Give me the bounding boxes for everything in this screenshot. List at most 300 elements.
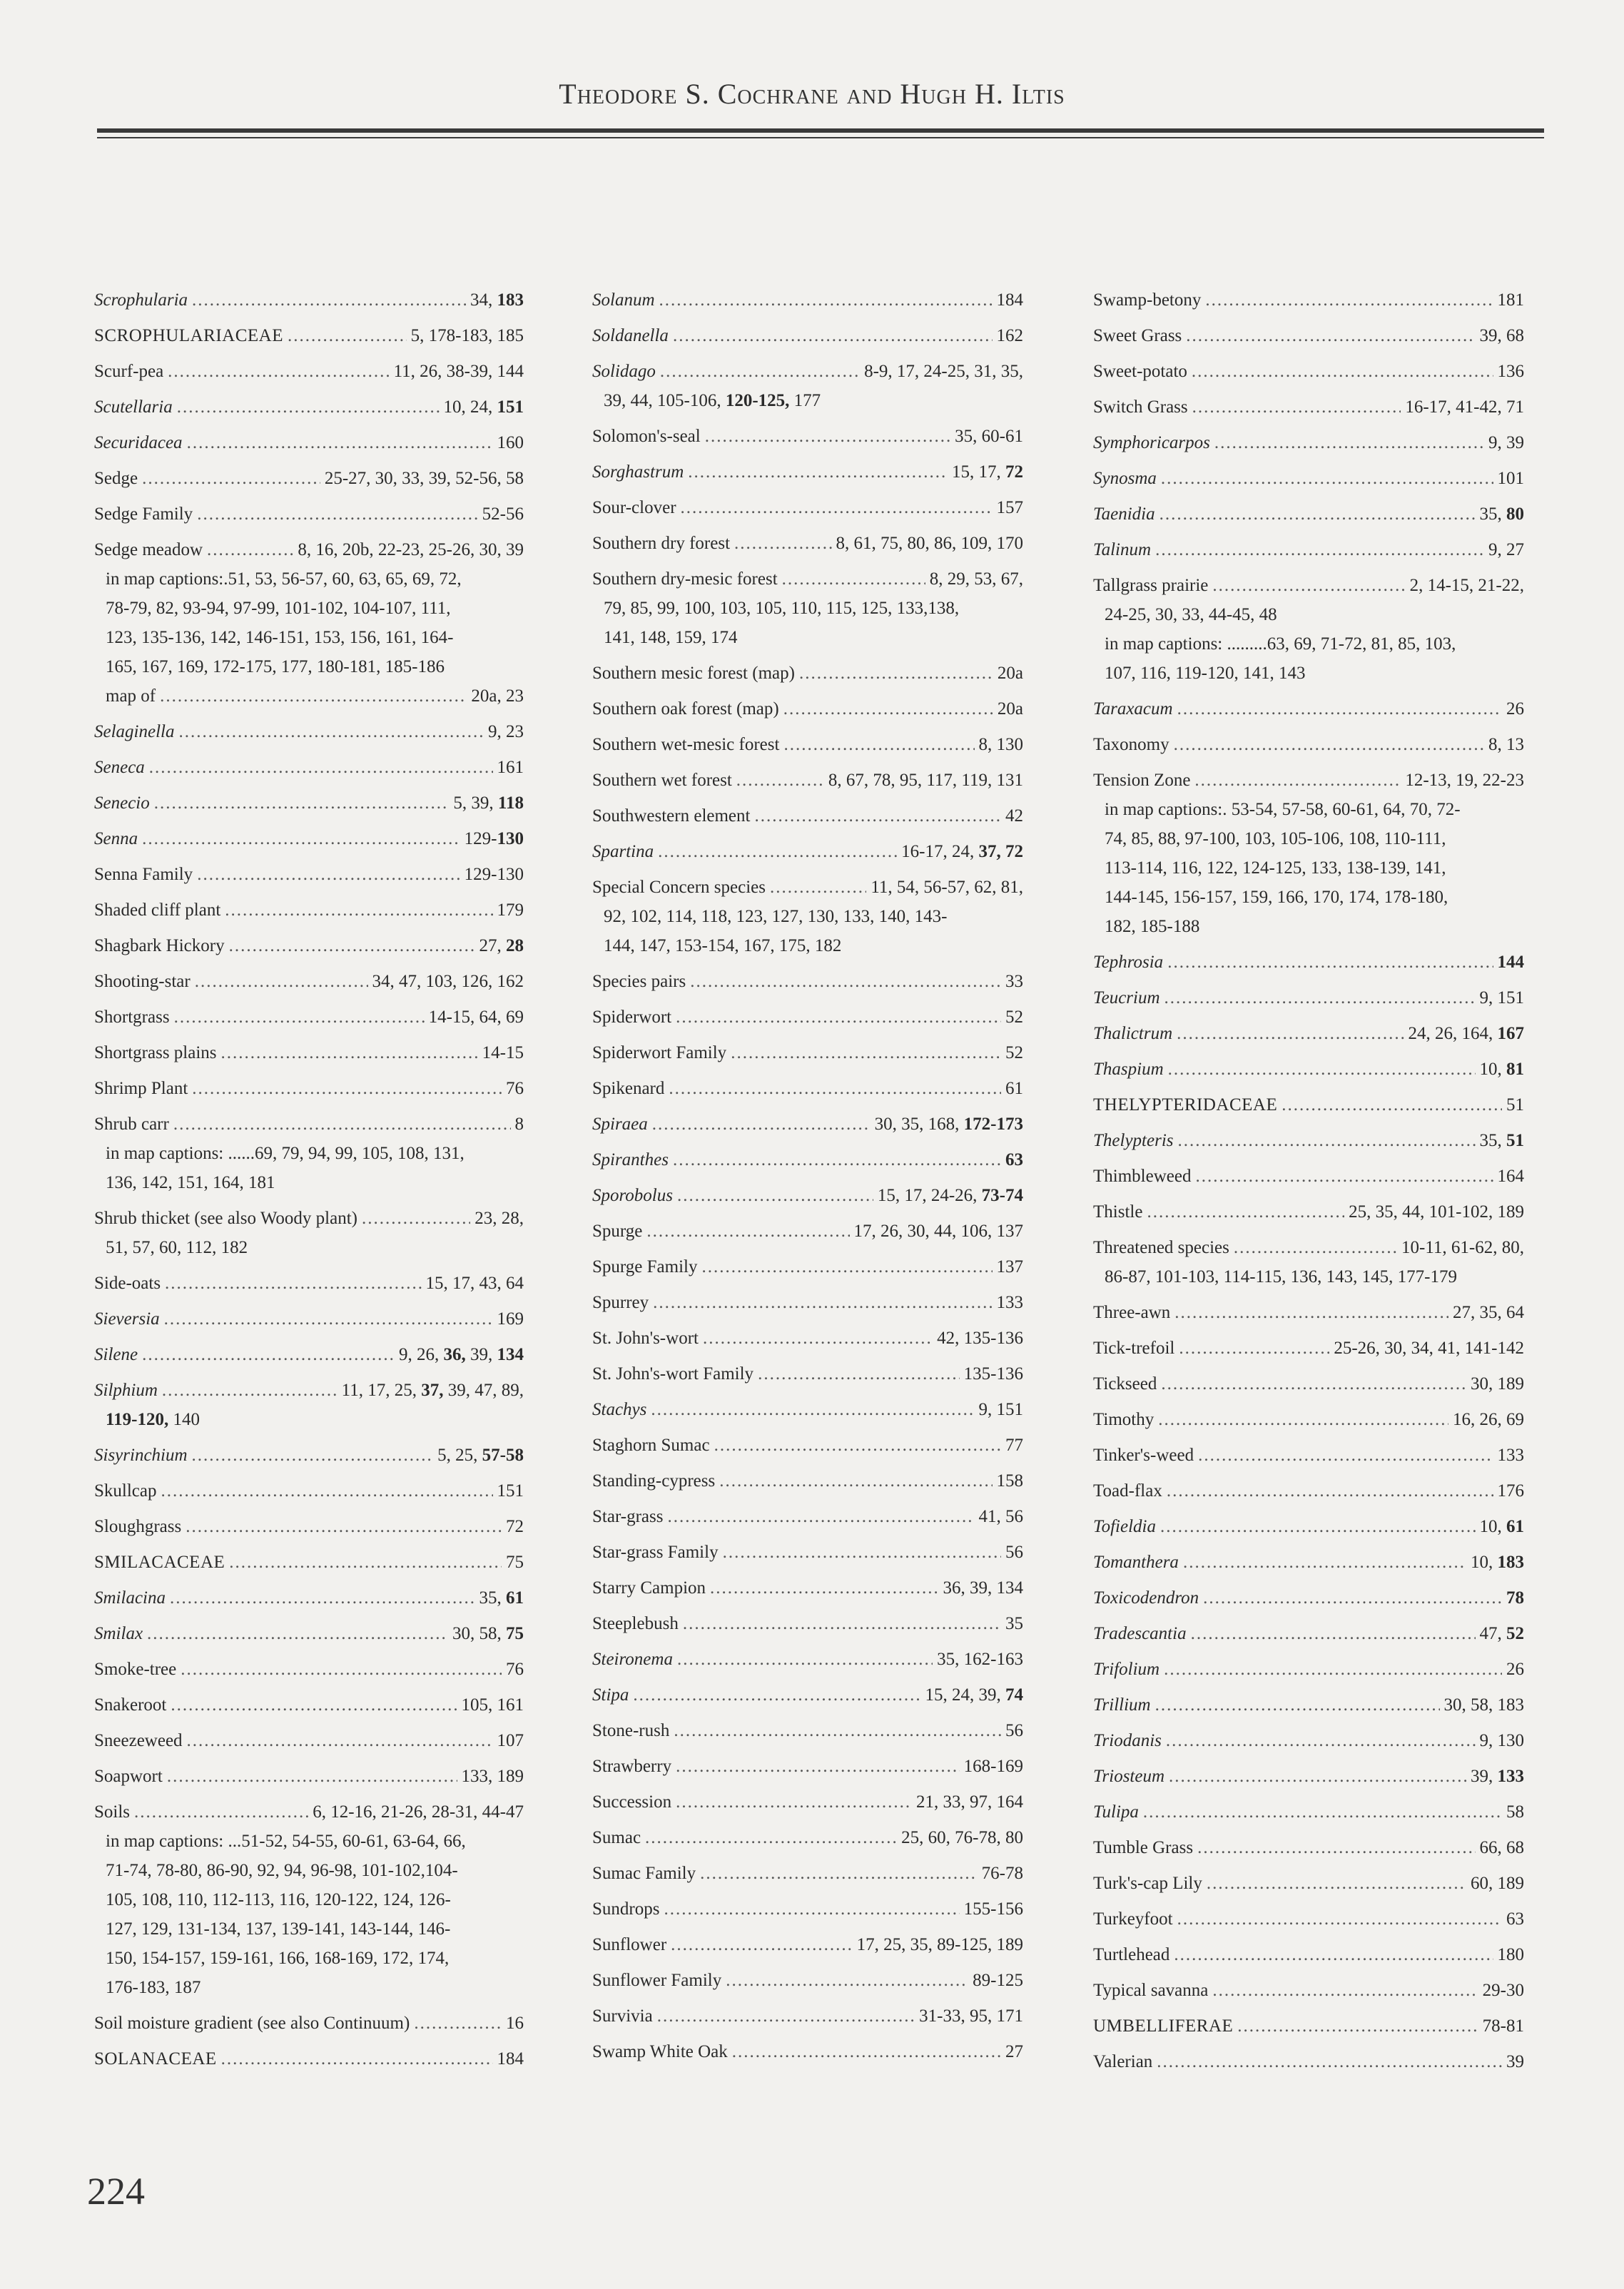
text-run: 15, 24, 39, [925, 1685, 1005, 1705]
entry-line [1093, 1441, 1524, 1470]
index-entry [1093, 983, 1524, 1012]
leader-dots [1166, 1726, 1476, 1755]
index-entry [1093, 730, 1524, 759]
text-run: 184 [996, 290, 1023, 310]
entry-term [1093, 1726, 1162, 1755]
text-run: 61 [506, 1588, 524, 1608]
entry-pages [1471, 1762, 1524, 1791]
header-rule-thin [97, 137, 1544, 138]
entry-pages [497, 1476, 524, 1506]
entry-pages [479, 1583, 524, 1613]
leader-dots [1186, 321, 1475, 350]
text-run: 11, 17, 25, [341, 1381, 422, 1400]
entry-line [592, 493, 1023, 522]
index-entry [1093, 1298, 1524, 1327]
entry-term [592, 422, 701, 451]
leader-dots [736, 766, 824, 795]
text-run: Spiranthes [592, 1150, 669, 1169]
text-run: Shrub carr [94, 1115, 169, 1134]
running-head-author-2-last: Iltis [1011, 78, 1065, 110]
entry-pages [937, 1645, 1023, 1674]
text-run: Senna [94, 829, 138, 848]
leader-dots [734, 529, 831, 558]
index-entry [592, 1359, 1023, 1389]
entry-pages [515, 1110, 524, 1139]
index-entry [94, 753, 524, 782]
entry-term [592, 2037, 728, 2066]
text-run: 77 [1005, 1436, 1023, 1455]
index-entry [592, 694, 1023, 724]
entry-line [592, 1752, 1023, 1781]
leader-dots [134, 1797, 308, 1827]
text-run: 35, 60-61 [955, 427, 1023, 446]
entry-pages [474, 1204, 524, 1233]
text-run: Toad-flax [1093, 1481, 1162, 1501]
text-run: Steeplebush [592, 1614, 679, 1633]
index-entry [1093, 428, 1524, 457]
index-entry [1093, 1762, 1524, 1791]
index-entry [1093, 464, 1524, 493]
entry-pages [470, 285, 524, 315]
entry-pages [916, 1787, 1023, 1817]
text-run: Sumac [592, 1828, 641, 1847]
entry-term [94, 535, 203, 564]
text-run: 172-173 [963, 1115, 1023, 1134]
entry-pages [1005, 1074, 1023, 1103]
entry-line [592, 2037, 1023, 2066]
entry-pages [1483, 1976, 1524, 2005]
text-run: 176 [1497, 1481, 1524, 1501]
text-run: 15, 17, 43, 64 [425, 1274, 524, 1293]
entry-pages [325, 464, 524, 493]
entry-continuation [592, 386, 1023, 415]
leader-dots [658, 837, 897, 866]
entry-line [1093, 499, 1524, 529]
leader-dots [414, 2009, 502, 2038]
entry-line [94, 1797, 524, 1827]
text-run: 61 [1506, 1517, 1524, 1536]
index-entry [592, 1466, 1023, 1496]
text-run: 81 [1506, 1060, 1524, 1079]
text-run: 76 [506, 1660, 524, 1679]
index-entry [1093, 392, 1524, 422]
text-run: 52 [1005, 1008, 1023, 1027]
entry-term [592, 1074, 664, 1103]
entry-term [94, 321, 283, 350]
text-run: Spikenard [592, 1079, 665, 1098]
entry-line [1093, 1940, 1524, 1969]
text-run: Spartina [592, 842, 654, 861]
entry-term [592, 321, 669, 350]
entry-term [592, 967, 686, 996]
index-entry [1093, 2011, 1524, 2041]
entry-pages [1506, 694, 1524, 724]
entry-line [592, 1003, 1023, 1032]
entry-term [592, 1538, 719, 1567]
leader-dots [1194, 766, 1401, 795]
entry-line [94, 321, 524, 350]
index-entry [592, 1538, 1023, 1567]
entry-pages [411, 321, 524, 350]
entry-pages [1480, 499, 1525, 529]
text-run: Side-oats [94, 1274, 161, 1293]
entry-term [1093, 1512, 1156, 1541]
entry-term [592, 1894, 659, 1924]
index-entry [1093, 1126, 1524, 1155]
entry-line [94, 1441, 524, 1470]
entry-pages [1498, 1162, 1525, 1191]
entry-term [94, 1726, 183, 1755]
entry-term [592, 1573, 706, 1603]
entry-pages [394, 357, 524, 386]
index-entry [592, 1502, 1023, 1531]
entry-line [592, 1787, 1023, 1817]
entry-continuation: 165, 167, 169, 172-175, 177, 180-181, 185-186 [106, 657, 445, 676]
entry-line [1093, 1369, 1524, 1399]
index-entry [1093, 1869, 1524, 1898]
entry-pages [488, 717, 524, 746]
leader-dots [701, 1252, 992, 1281]
text-run: Selaginella [94, 722, 175, 741]
entry-term [592, 1609, 679, 1638]
entry-pages [955, 422, 1023, 451]
index-entry [94, 1762, 524, 1791]
entry-pages [979, 730, 1024, 759]
leader-dots [221, 1038, 478, 1067]
text-run: 20a [997, 699, 1023, 719]
leader-dots [162, 1376, 338, 1405]
text-run: 28 [506, 936, 524, 955]
entry-line [592, 1145, 1023, 1174]
entry-term [592, 1395, 646, 1424]
index-entry [1093, 1833, 1524, 1862]
text-run: Southern wet forest [592, 771, 732, 790]
entry-term [94, 1762, 163, 1791]
text-run: SCROPHULARIACEAE [94, 326, 283, 345]
entry-pages [1498, 357, 1525, 386]
entry-pages [952, 457, 1023, 487]
text-run: 137 [996, 1257, 1023, 1277]
entry-term [592, 1181, 673, 1210]
text-run: Switch Grass [1093, 397, 1188, 417]
entry-pages [497, 753, 524, 782]
entry-line [94, 931, 524, 960]
entry-line [1093, 2011, 1524, 2041]
text-run: 10, [1479, 1517, 1506, 1536]
text-run: 16-17, 24, [901, 842, 979, 861]
index-entry [1093, 285, 1524, 315]
entry-pages [925, 1680, 1024, 1710]
entry-line [592, 2001, 1023, 2031]
leader-dots [659, 285, 993, 315]
text-run: Species pairs [592, 972, 686, 991]
entry-line [1093, 1055, 1524, 1084]
text-run: 35, [1479, 1131, 1506, 1150]
text-run: 5, 39, [453, 793, 498, 813]
leader-dots [1282, 1090, 1502, 1120]
leader-dots [288, 321, 407, 350]
entry-term [592, 1466, 715, 1496]
text-run: UMBELLIFERAE [1093, 2016, 1234, 2036]
entry-pages [479, 931, 524, 960]
entry-term [94, 1204, 357, 1233]
text-run: 9, 39 [1488, 433, 1524, 452]
entry-term [1093, 1476, 1162, 1506]
entry-line [1093, 357, 1524, 386]
text-run: 9, 27 [1488, 540, 1524, 559]
entry-line [592, 1502, 1023, 1531]
entry-line [1093, 1233, 1524, 1262]
entry-term [592, 1966, 721, 1995]
entry-pages [878, 1181, 1023, 1210]
text-run: 27 [1005, 2042, 1023, 2061]
entry-term [94, 285, 188, 315]
entry-term [94, 1074, 188, 1103]
index-entry [592, 801, 1023, 831]
leader-dots [187, 428, 493, 457]
text-run: Sisyrinchium [94, 1446, 188, 1465]
text-run: Scurf-pea [94, 362, 164, 381]
text-run: Sneezeweed [94, 1731, 183, 1750]
entry-line [1093, 2047, 1524, 2076]
leader-dots [142, 464, 320, 493]
entry-term [94, 1003, 170, 1032]
text-run: 75 [506, 1553, 524, 1572]
leader-dots [1207, 1869, 1466, 1898]
text-run: 20a [997, 664, 1023, 683]
index-entry [592, 2001, 1023, 2031]
text-run: 39, 68 [1479, 326, 1524, 345]
leader-dots [1143, 1797, 1502, 1827]
index-entry [94, 717, 524, 746]
entry-line [94, 357, 524, 386]
index-entry [94, 1340, 524, 1369]
text-run: Senna Family [94, 865, 193, 884]
entry-term [592, 1716, 669, 1745]
entry-line [1093, 1197, 1524, 1227]
text-run: Thelypteris [1093, 1131, 1174, 1150]
text-run: 58 [1506, 1802, 1524, 1822]
entry-pages [506, 1074, 524, 1103]
text-run: Southern dry-mesic forest [592, 569, 778, 589]
text-run: 5, 25, [437, 1446, 482, 1465]
text-run: Solomon's-seal [592, 427, 701, 446]
index-entry [94, 1548, 524, 1577]
text-run: Swamp-betony [1093, 290, 1202, 310]
text-run: Scutellaria [94, 397, 173, 417]
entry-line [94, 753, 524, 782]
index-entry [592, 1787, 1023, 1817]
index-entry [94, 499, 524, 529]
index-entry [1093, 1055, 1524, 1084]
text-run: 78 [1506, 1588, 1524, 1608]
entry-term [1093, 1976, 1208, 2005]
leader-dots [714, 1431, 1001, 1460]
leader-dots [657, 2001, 915, 2031]
entry-term [94, 1476, 157, 1506]
entry-pages [1401, 1233, 1524, 1262]
text-run: 179 [497, 900, 524, 920]
entry-pages [1444, 1690, 1525, 1720]
entry-pages [429, 1003, 524, 1032]
index-entry [592, 967, 1023, 996]
text-run: St. John's-wort Family [592, 1364, 754, 1384]
text-run: SMILACACEAE [94, 1553, 225, 1572]
leader-dots [178, 717, 484, 746]
text-run: 8, 67, 78, 95, 117, 119, 131 [828, 771, 1023, 790]
entry-pages [982, 1859, 1023, 1888]
index-entry [1093, 1197, 1524, 1227]
entry-line [1093, 1548, 1524, 1577]
entry-term [1093, 2047, 1152, 2076]
entry-line [592, 564, 1023, 594]
entry-line [592, 422, 1023, 451]
leader-dots [1174, 1298, 1448, 1327]
leader-dots [1195, 1162, 1493, 1191]
entry-pages [1005, 967, 1023, 996]
index-entry [1093, 1655, 1524, 1684]
index-entry [94, 321, 524, 350]
entry-line [94, 1619, 524, 1648]
text-run: Stipa [592, 1685, 629, 1705]
text-run: Smilacina [94, 1588, 166, 1608]
index-column-1 [94, 285, 524, 2080]
text-run: Soil moisture gradient (see also Continuum) [94, 2014, 410, 2033]
text-run: Survivia [592, 2006, 653, 2026]
index-entry [592, 457, 1023, 487]
index-entry [592, 321, 1023, 350]
entry-line [1093, 571, 1524, 600]
entry-pages [1488, 428, 1524, 457]
text-run: 10, [1479, 1060, 1506, 1079]
entry-line [592, 1680, 1023, 1710]
entry-term [94, 895, 220, 925]
text-run: Spurrey [592, 1293, 649, 1312]
text-run: Triosteum [1093, 1767, 1165, 1786]
entry-pages [836, 529, 1024, 558]
text-run: 56 [1005, 1721, 1023, 1740]
text-run: 101 [1497, 469, 1524, 488]
entry-line [94, 1038, 524, 1067]
text-run: Starry Campion [592, 1578, 706, 1598]
leader-dots [723, 1538, 1001, 1567]
entry-pages [1005, 1538, 1023, 1567]
text-run: 74 [1005, 1685, 1023, 1705]
text-run: Smoke-tree [94, 1660, 177, 1679]
entry-term [1093, 948, 1163, 977]
entry-term [1093, 1162, 1191, 1191]
leader-dots [171, 1690, 457, 1720]
leader-dots [1168, 1055, 1476, 1084]
entry-line [1093, 1512, 1524, 1541]
text-run: 181 [1497, 290, 1524, 310]
text-run: Solanum [592, 290, 655, 310]
text-run: Toxicodendron [1093, 1588, 1199, 1608]
entry-term [592, 564, 778, 594]
entry-line [1093, 1690, 1524, 1720]
entry-continuation: 71-74, 78-80, 86-90, 92, 94, 96-98, 101-102,104- [106, 1861, 458, 1880]
text-run: 183 [1497, 1553, 1524, 1572]
text-run: Shrimp Plant [94, 1079, 188, 1098]
text-run: 9, 23 [488, 722, 524, 741]
entry-term [94, 1583, 166, 1613]
index-entry [1093, 1583, 1524, 1613]
text-run: 25, 35, 44, 101-102, 189 [1349, 1202, 1524, 1222]
entry-line [94, 788, 524, 818]
index-entry [94, 1304, 524, 1334]
text-run: 39, [465, 1345, 497, 1364]
leader-dots [164, 1304, 493, 1334]
entry-term [592, 285, 655, 315]
leader-dots [673, 1145, 1001, 1174]
entry-line [1093, 1126, 1524, 1155]
entry-pages [1506, 1090, 1524, 1120]
entry-term [592, 730, 779, 759]
entry-line [94, 895, 524, 925]
entry-pages [864, 357, 1023, 386]
index-entry [94, 1583, 524, 1613]
entry-line [94, 1548, 524, 1577]
entry-pages [1488, 730, 1524, 759]
text-run: 169 [497, 1309, 524, 1329]
entry-pages [943, 1573, 1024, 1603]
text-run: Star-grass [592, 1507, 664, 1526]
leader-dots [705, 422, 950, 451]
text-run: 75 [506, 1624, 524, 1643]
entry-line [1093, 694, 1524, 724]
running-head-author-1-initial: S. [685, 78, 710, 110]
text-run: 57-58 [482, 1446, 524, 1465]
entry-line [592, 457, 1023, 487]
entry-term [592, 873, 766, 902]
entry-pages [1409, 1019, 1525, 1048]
leader-dots [700, 1859, 978, 1888]
index-entry [592, 1074, 1023, 1103]
leader-dots [1183, 1548, 1466, 1577]
entry-pages [1005, 1003, 1023, 1032]
leader-dots [677, 1645, 933, 1674]
text-run: Shagbark Hickory [94, 936, 225, 955]
entry-line [94, 2009, 524, 2038]
index-entry [1093, 766, 1524, 941]
entry-continuation [94, 1405, 524, 1434]
entry-line [592, 1716, 1023, 1745]
entry-pages [1480, 1126, 1525, 1155]
entry-term [592, 694, 779, 724]
entry-term [1093, 1762, 1164, 1791]
index-entry [94, 1074, 524, 1103]
text-run: Shooting-star [94, 972, 191, 991]
running-head-author-1-first: Theodore [559, 78, 678, 110]
index-entry [94, 1003, 524, 1032]
entry-term [1093, 428, 1210, 457]
entry-term [94, 1690, 166, 1720]
text-run: Soils [94, 1802, 131, 1822]
index-entry [592, 1930, 1023, 1959]
index-entry [592, 1716, 1023, 1745]
text-run: Sundrops [592, 1899, 660, 1919]
entry-term [1093, 1441, 1194, 1470]
leader-dots [1174, 1940, 1493, 1969]
entry-pages [482, 499, 524, 529]
text-run: 168-169 [963, 1757, 1023, 1776]
text-run: 39 [1506, 2052, 1524, 2071]
index-entry [94, 2009, 524, 2038]
leader-dots [754, 801, 1001, 831]
entry-line [94, 392, 524, 422]
text-run: 51 [1506, 1095, 1524, 1115]
text-run: Sweet Grass [1093, 326, 1182, 345]
